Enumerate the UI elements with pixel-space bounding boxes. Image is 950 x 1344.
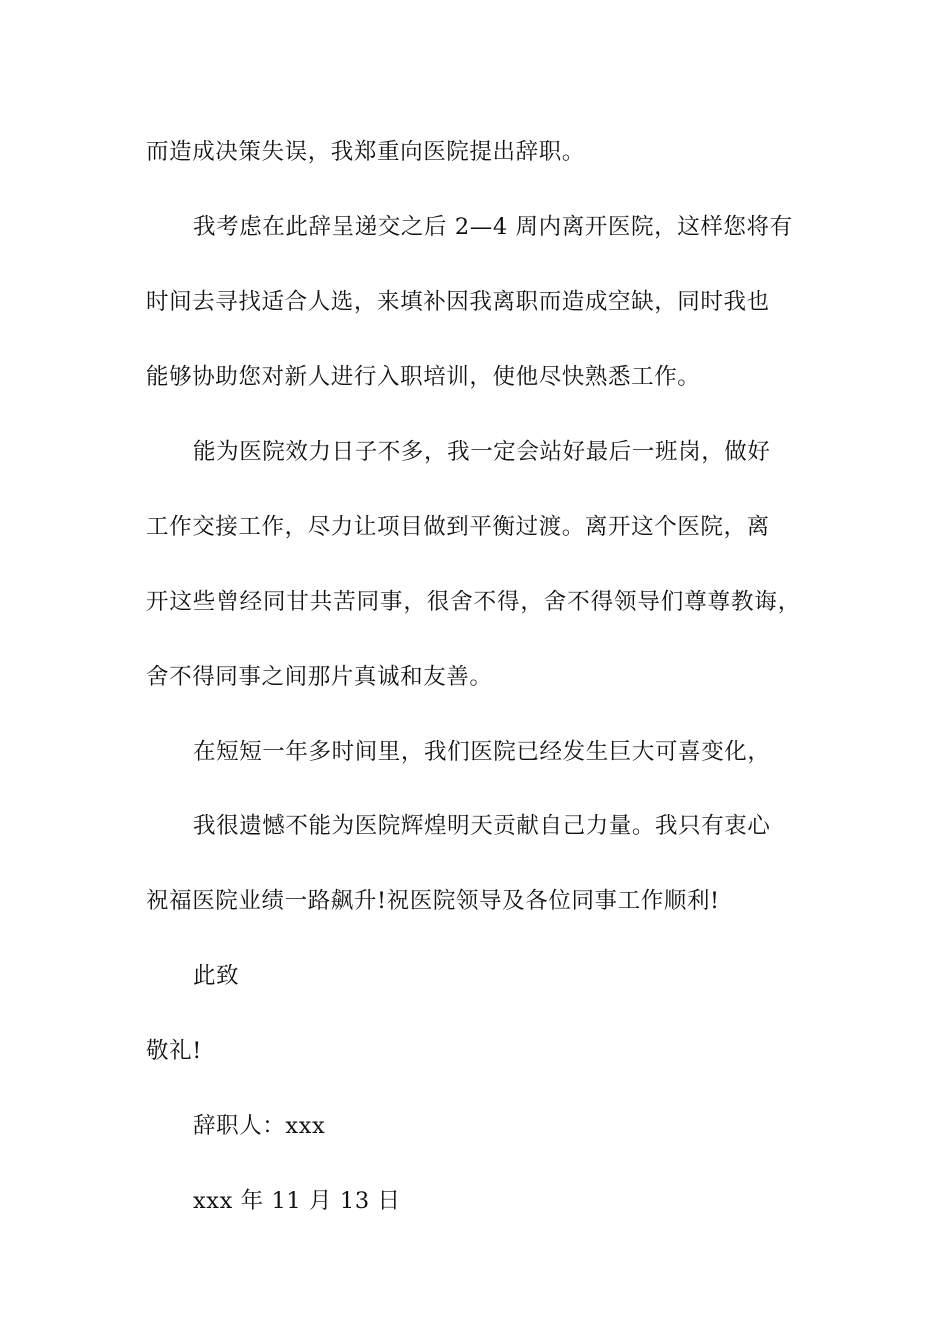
resigner-name: 辞职人：xxx [193, 1113, 326, 1139]
text-line: 我很遗憾不能为医院辉煌明天贡献自己力量。我只有衷心 [193, 813, 771, 839]
text-line: 能够协助您对新人进行入职培训，使他尽快熟悉工作。 [146, 364, 701, 390]
text-line: 时间去寻找适合人选，来填补因我离职而造成空缺，同时我也 [146, 289, 770, 315]
text-line: 我考虑在此辞呈递交之后 2—4 周内离开医院，这样您将有 [193, 214, 793, 240]
text-line: 在短短一年多时间里，我们医院已经发生巨大可喜变化， [193, 739, 771, 765]
text-line: 能为医院效力日子不多，我一定会站好最后一班岗，做好 [193, 439, 771, 465]
letter-date: xxx 年 11 月 13 日 [193, 1188, 401, 1214]
text-line: 开这些曾经同甘共苦同事，很舍不得，舍不得领导们尊尊教诲， [146, 589, 802, 615]
text-line: 而造成决策失误，我郑重向医院提出辞职。 [146, 139, 585, 165]
text-line: 工作交接工作，尽力让项目做到平衡过渡。离开这个医院，离 [146, 514, 770, 540]
closing-line: 此致 [193, 963, 240, 989]
text-line: 舍不得同事之间那片真诚和友善。 [146, 664, 493, 690]
salutation: 敬礼! [146, 1038, 202, 1064]
text-line: 祝福医院业绩一路飙升!祝医院领导及各位同事工作顺利! [146, 888, 720, 914]
